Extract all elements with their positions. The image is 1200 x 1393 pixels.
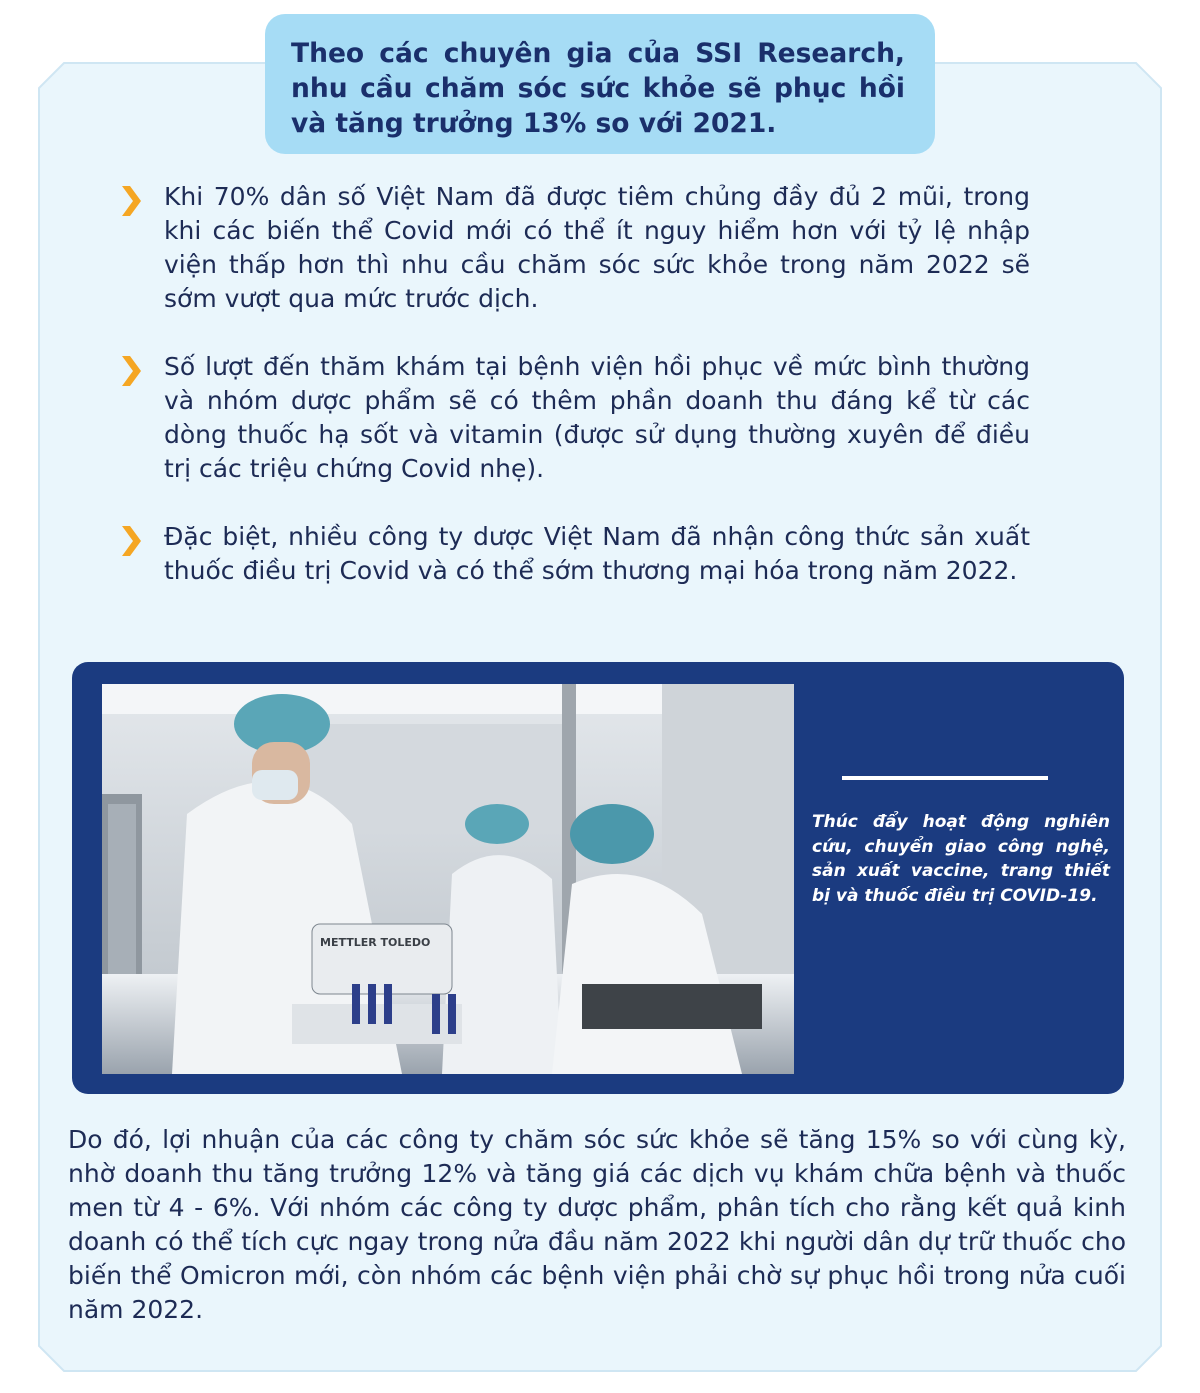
- bullet-text: Số lượt đến thăm khám tại bệnh viện hồi phục về mức bình thường và nhóm dược phẩm sẽ có thêm phần doanh thu đáng kể từ các dòng thuốc hạ sốt và vitamin (được sử dụng thường xuyên để điều trị các triệu chứng Covid nhẹ).: [164, 352, 1030, 483]
- photo-caption: Thúc đẩy hoạt động nghiên cứu, chuyển giao công nghệ, sản xuất vaccine, trang thiết bị và thuốc điều trị COVID-19.: [812, 812, 1110, 906]
- chevron-right-icon: [120, 354, 142, 388]
- lab-scene-illustration: [102, 684, 794, 1074]
- bullet-text: Đặc biệt, nhiều công ty dược Việt Nam đã nhận công thức sản xuất thuốc điều trị Covid và có thể sớm thương mại hóa trong năm 2022.: [164, 522, 1030, 585]
- photo-label-text: METTLER TOLEDO: [320, 936, 431, 949]
- lab-photo: [102, 684, 794, 1074]
- bullet-item: [120, 350, 1030, 486]
- photo-card: [72, 662, 1124, 1094]
- chevron-right-icon: [120, 524, 142, 558]
- bullet-item: [120, 180, 1030, 316]
- chevron-right-icon: [120, 184, 142, 218]
- headline-text: Theo các chuyên gia của SSI Research, nhu cầu chăm sóc sức khỏe sẽ phục hồi và tăng trưởng 13% so với 2021.: [291, 38, 905, 139]
- bullet-item: [120, 520, 1030, 588]
- bullet-list: [120, 180, 1030, 622]
- conclusion-text: Do đó, lợi nhuận của các công ty chăm sóc sức khỏe sẽ tăng 15% so với cùng kỳ, nhờ doanh thu tăng trưởng 12% và tăng giá các dịch vụ khám chữa bệnh và thuốc men từ 4 - 6%. Với nhóm các công ty dược phẩm, phân tích cho rằng kết quả kinh doanh có thể tích cực ngay trong nửa đầu năm 2022 khi người dân dự trữ thuốc cho biến thể Omicron mới, còn nhóm các bệnh viện phải chờ sự phục hồi trong nửa cuối năm 2022.: [68, 1125, 1126, 1324]
- headline-box: [265, 14, 935, 154]
- caption-divider: [842, 776, 1048, 780]
- bullet-text: Khi 70% dân số Việt Nam đã được tiêm chủng đầy đủ 2 mũi, trong khi các biến thể Covid mới có thể ít nguy hiểm hơn với tỷ lệ nhập viện thấp hơn thì nhu cầu chăm sóc sức khỏe trong năm 2022 sẽ sớm vượt qua mức trước dịch.: [164, 182, 1030, 313]
